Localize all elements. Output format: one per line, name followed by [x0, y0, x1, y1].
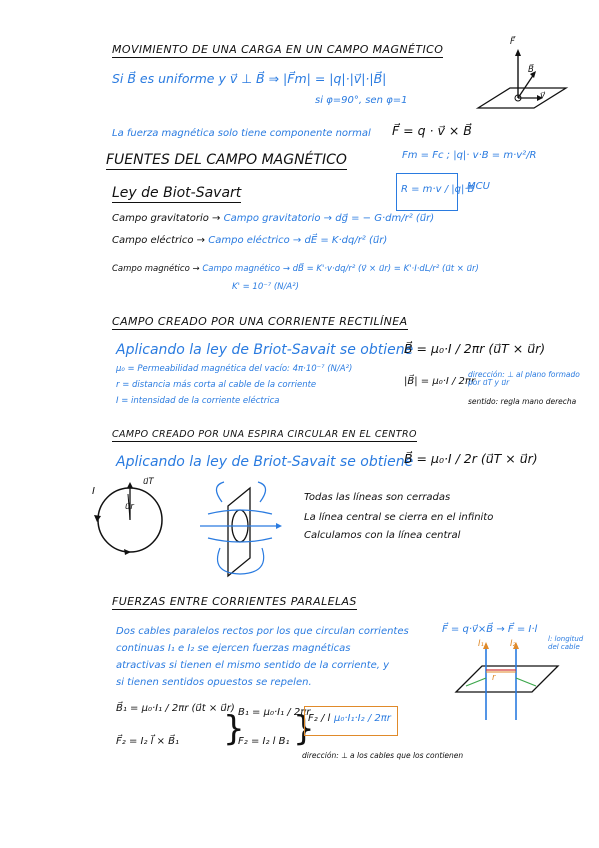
section-title-field-sources: FUENTES DEL CAMPO MAGNÉTICO [106, 153, 347, 170]
elec-formula-text: Campo eléctrico → dE⃗ = K·dq/r² (u⃗r) [208, 235, 388, 246]
force-direction-note: dirección: ⊥ a los cables que los contienen [302, 751, 464, 760]
radius-formula: R = m·v / |q|·B [401, 184, 475, 195]
current-label-i: I [92, 486, 95, 497]
parallel-text-line-2: continuas I₁ e I₂ se ejercen fuerzas magnéticas [116, 643, 351, 654]
closed-lines-note: Todas las líneas son cerradas [304, 492, 451, 503]
mag-formula-text: Campo magnético → dB⃗ = K'·v·dq/r² (v⃗ × u⃗r) = K'·I·dL/r² (u⃗t × u⃗r) [202, 264, 479, 274]
force-vector-label: F⃗ [510, 37, 515, 47]
distance-label: r [492, 673, 496, 683]
loop-field-formula: B⃗ = μ₀·I / 2r (u⃗T × u⃗r) [404, 451, 538, 466]
field-direction-note: dirección: ⊥ al plano formado por u⃗T y u⃗r [468, 370, 580, 388]
brace-left: } [223, 709, 245, 749]
straight-field-formula: B⃗ = μ₀·I / 2πr (u⃗T × u⃗r) [404, 341, 546, 356]
length-note: l: longitud del cable [548, 635, 584, 651]
section-title-moving-charge: MOVIMIENTO DE UNA CARGA EN UN CAMPO MAGNÉTICO [112, 44, 443, 58]
biot-savart-heading: Ley de Biot-Savart [112, 186, 241, 203]
field-sense-note: sentido: regla mano derecha [468, 397, 577, 406]
result-lhs: F₂ / l [308, 713, 331, 724]
section-title-circular-loop: CAMPO CREADO POR UNA ESPIRA CIRCULAR EN EL CENTRO [112, 430, 417, 442]
ur-label: u⃗r [125, 502, 134, 512]
b1-vector-formula: B⃗₁ = μ₀·I₁ / 2πr (u⃗t × u⃗r) [116, 703, 235, 714]
result-rhs: μ₀·I₁·I₂ / 2πr [334, 713, 391, 724]
section-title-straight-current: CAMPO CREADO POR UNA CORRIENTE RECTILÍNEA [112, 316, 408, 330]
field-vector-label: B⃗ [528, 65, 534, 75]
centripetal-equation: Fm = Fc ; |q|· v·B = m·v²/R [402, 150, 537, 161]
magnetic-field-formula: Campo magnético → Campo magnético → dB⃗ = K'·v·dq/r² (v⃗ × u⃗r) = K'·I·dL/r² (u⃗t × u⃗r) [112, 264, 479, 274]
loop-field-lines-diagram [190, 478, 290, 578]
circular-loop-diagram [88, 478, 178, 558]
current-i1-label: I₁ [478, 639, 484, 649]
parallel-text-line-4: si tienen sentidos opuestos se repelen. [116, 677, 312, 688]
mcu-label: MCU [467, 181, 490, 192]
mu-definition: μ₀ = Permeabilidad magnética del vacío: 4π·10⁻⁷ (N/A²) [116, 364, 353, 374]
b1-modulus-formula: B₁ = μ₀·I₁ / 2πr [238, 707, 311, 718]
charge-motion-diagram [470, 37, 570, 120]
brace-right: } [293, 709, 315, 749]
f2-modulus-formula: F₂ = I₂ l B₁ [238, 736, 290, 747]
calculation-note: Calculamos con la línea central [304, 530, 461, 541]
ut-label: u⃗T [143, 477, 154, 487]
r-definition: r = distancia más corta al cable de la corriente [116, 380, 317, 390]
parallel-text-line-3: atractivas si tienen el mismo sentido de la corriente, y [116, 660, 390, 671]
force-chain-formula: F⃗ = q·v⃗×B⃗ → F⃗ = I·l [442, 624, 538, 635]
lorentz-force-formula: F⃗ = q · v⃗ × B⃗ [392, 123, 472, 138]
angle-condition: si φ=90°, sen φ=1 [315, 95, 408, 106]
section-title-parallel-currents: FUERZAS ENTRE CORRIENTES PARALELAS [112, 596, 357, 610]
loop-applying-text: Aplicando la ley de Briot-Savait se obtiene [116, 454, 414, 470]
grav-formula-text: Campo gravitatorio → dg⃗ = − G·dm/r² (u⃗r) [223, 213, 435, 224]
k-prime-constant: K' = 10⁻⁷ (N/A²) [232, 282, 299, 292]
parallel-text-line-1: Dos cables paralelos rectos por los que circulan corrientes [116, 626, 409, 637]
electric-field-formula: Campo eléctrico → Campo eléctrico → dE⃗ = K·dq/r² (u⃗r) [112, 235, 388, 246]
i-definition: I = intensidad de la corriente eléctrica [116, 396, 280, 406]
uniform-field-condition: Si B⃗ es uniforme y v⃗ ⊥ B⃗ ⇒ |F⃗m| = |q|·|v⃗|·|B⃗| [112, 71, 387, 86]
central-line-note: La línea central se cierra en el infinito [304, 512, 494, 523]
velocity-vector-label: v⃗ [540, 91, 546, 101]
current-i2-label: I₂ [510, 639, 516, 649]
normal-component-statement: La fuerza magnética solo tiene componente normal [112, 128, 371, 139]
parallel-wires-diagram [452, 640, 562, 720]
gravitational-field-formula: Campo gravitatorio → Campo gravitatorio → dg⃗ = − G·dm/r² (u⃗r) [112, 213, 435, 224]
f2-vector-formula: F⃗₂ = I₂ l⃗ × B⃗₁ [116, 736, 180, 747]
field-modulus-formula: |B⃗| = μ₀·I / 2πr [404, 376, 476, 387]
straight-applying-text: Aplicando la ley de Briot-Savait se obtiene [116, 342, 414, 358]
